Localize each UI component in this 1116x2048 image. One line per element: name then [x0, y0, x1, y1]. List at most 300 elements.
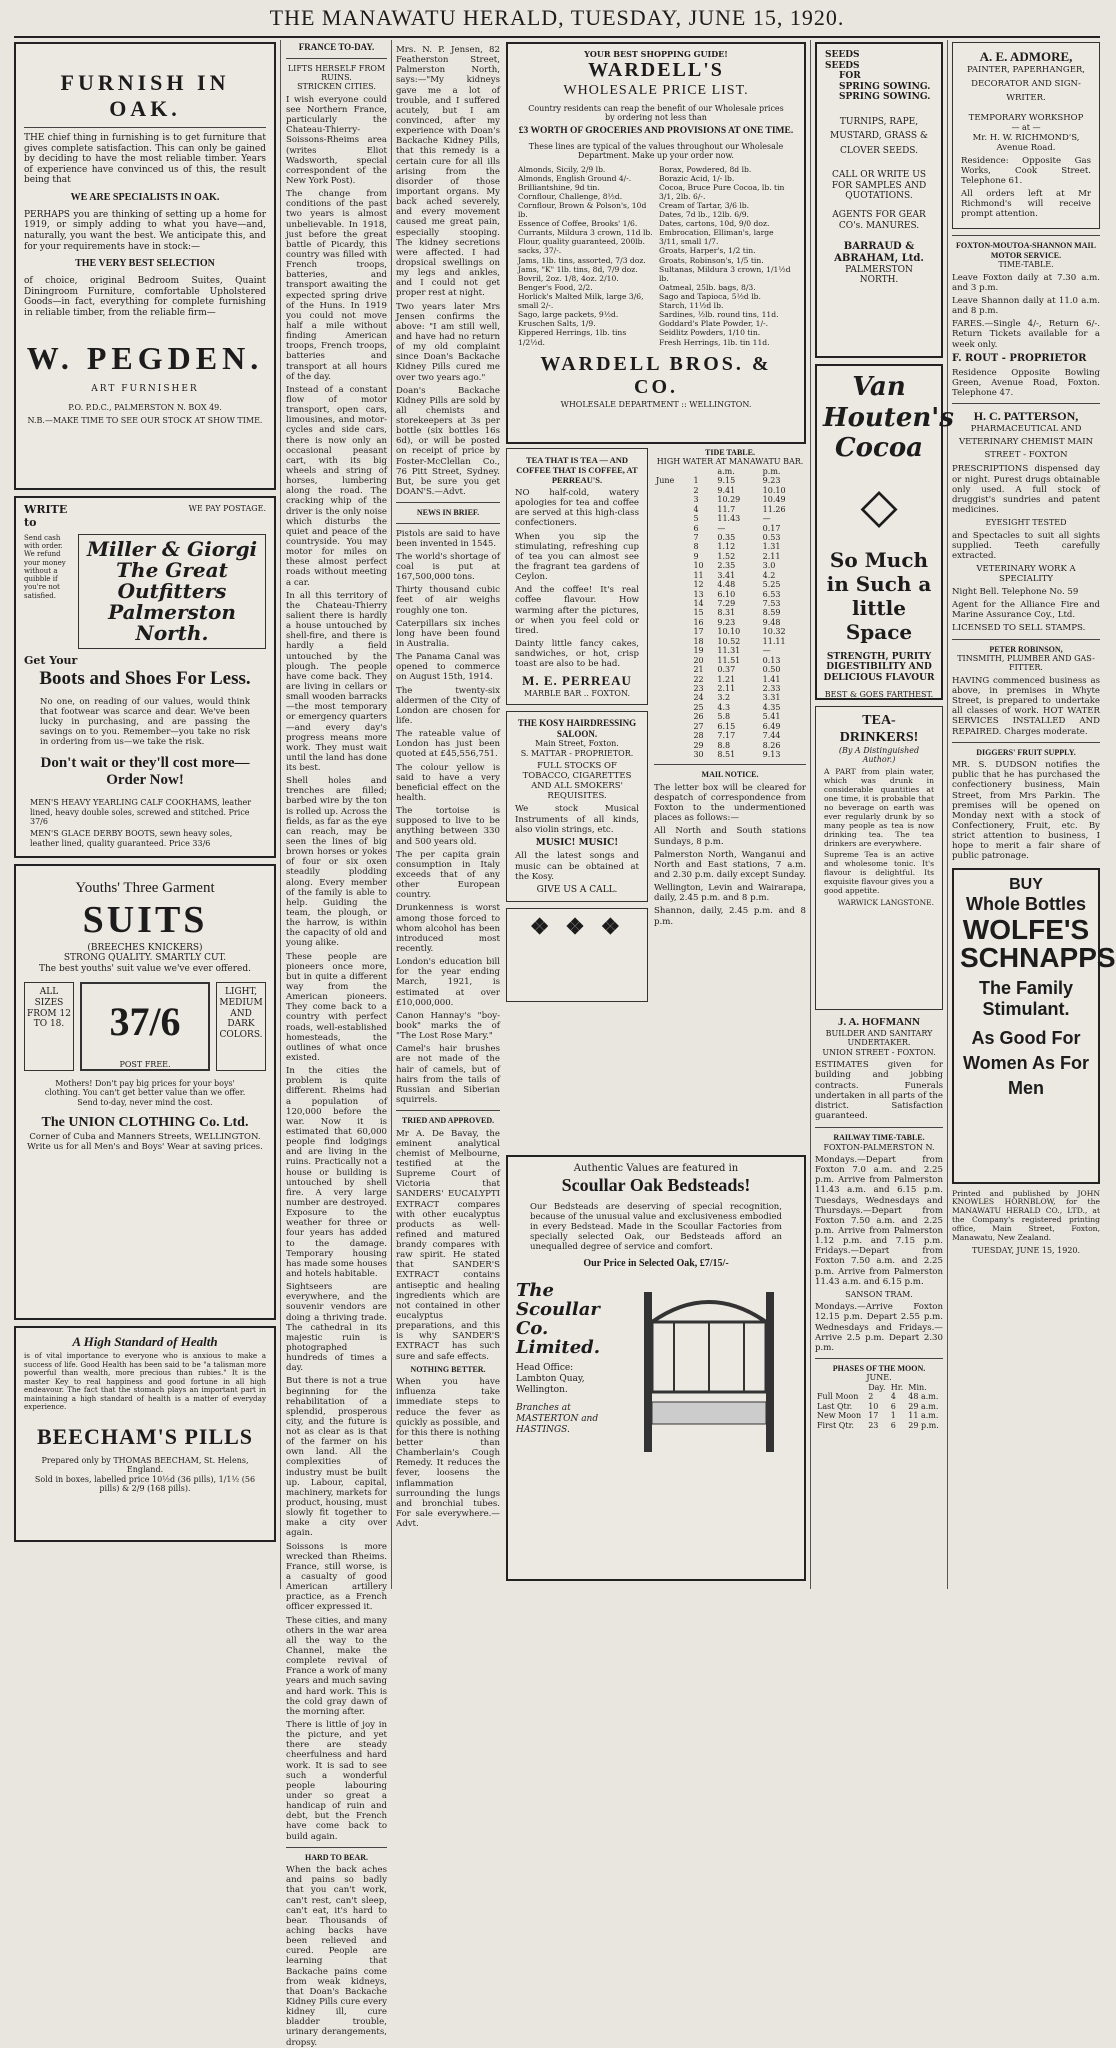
article-text: Sightseers are everywhere, and the souvenir vendors are doing a thriving trade. The cathedral in its majestic ruin is photographed hundreds of times a day. — [286, 1282, 387, 1374]
price-item: Flour, quality guaranteed, 200lb. sacks, 37/-. — [518, 237, 645, 256]
table-cell: 3.31 — [762, 693, 781, 703]
table-cell — [654, 561, 691, 570]
article-subheading: STRICKEN CITIES. — [297, 82, 376, 92]
tide-title: TIDE TABLE. — [705, 448, 755, 457]
ad-text: PRESCRIPTIONS dispensed day or night. Purest drugs obtainable only used. A full stock of druggist's sundries and patent medicines. — [952, 464, 1100, 515]
ad-text: PERHAPS you are thinking of setting up a home for 1919, or simply adding to what you have—and, naturally, you want the best. We anticipate this, and for your requirements have in stock:— — [24, 209, 266, 252]
wardell-ad-column — [506, 42, 806, 444]
table-cell — [654, 646, 691, 655]
table-cell: 8.59 — [762, 608, 781, 618]
price-item: Sultanas, Mildura 3 crown, 1/1½d lb. — [659, 264, 791, 283]
table-cell: 29 — [693, 740, 704, 750]
ad-text: Agent for the Alliance Fire and Marine Assurance Coy., Ltd. — [952, 600, 1100, 621]
ad-price: Our Price in Selected Oak, £7/15/- — [583, 1258, 729, 1270]
firm-trade: ART FURNISHER — [91, 384, 199, 395]
firm-trade: TINSMITH, PLUMBER AND GAS-FITTER. — [957, 653, 1095, 673]
robinson-ad — [952, 645, 1100, 737]
cocoa-foot: BEST & GOES FARTHEST. — [824, 689, 934, 699]
wardell-ad — [506, 42, 806, 444]
table-cell: 2 — [693, 485, 699, 495]
table-cell — [654, 684, 691, 693]
table-cell: 11.26 — [762, 504, 786, 514]
price-item: Almonds, Sicily, 2/9 lb. — [518, 164, 606, 174]
table-cell: 17 — [868, 1411, 879, 1421]
order-cta: Don't wait or they'll cost more—Order Now! — [40, 754, 250, 789]
table-cell: 19 — [693, 646, 704, 656]
ad-title: Scoullar Oak Bedsteads! — [561, 1174, 751, 1195]
table-cell: 10.29 — [717, 495, 741, 505]
article-text: In the cities the problem is quite different. Rheims had a population of 120,000 before the war. Now it is estimated that 60,000 people find lodgings and are living in the ruins. Practically not a house or building is untouched by shell fire. A very large number are destroyed. Exposure to the weather for three or four years has added to the damage. Temporary housing has made some houses and hotels habitable. — [286, 1066, 387, 1279]
article-text: When you have influenza take immediate steps to reduce the fever as quickly as possible, and for this there is nothing better than Chamberlain's Cough Remedy. It reduces the fever, loosens the inflammation surrounding the lungs and bronchial tubes. For sale everywhere.—Advt. — [396, 1377, 500, 1530]
table-cell — [654, 703, 691, 712]
ad-text: All the latest songs and music can be obtained at the Kosy. — [515, 851, 639, 882]
table-cell: 11.43 — [717, 514, 741, 524]
table-cell — [654, 722, 691, 731]
seeds-line: SPRING SOWING. — [839, 92, 931, 103]
table-cell: 3.0 — [762, 561, 776, 571]
ad-sub: TIME-TABLE. — [998, 260, 1054, 270]
news-item: The twenty-six aldermen of the City of London are chosen for life. — [396, 685, 500, 727]
table-cell: 3 — [693, 495, 699, 505]
table-cell: 6.53 — [762, 589, 781, 599]
table-cell: 29 a.m. — [908, 1401, 939, 1411]
table-cell: 14 — [693, 599, 704, 608]
table-cell — [654, 665, 691, 674]
ad-sub: The best youths' suit value we've ever offered. — [39, 963, 251, 974]
table-cell — [654, 656, 691, 665]
price-item: Sago and Tapioca, 5½d lb. — [659, 292, 761, 302]
article-heading: HARD TO BEAR. — [304, 1852, 369, 1862]
table-cell: 1 — [890, 1411, 896, 1421]
firm-name: F. ROUT - PROPRIETOR — [952, 352, 1087, 364]
table-row — [654, 703, 806, 712]
article-text: Mr A. De Bavay, the eminent analytical chemist of Melbourne, testified at the Supreme Court of Victoria that SANDERS' EUCALYPTI EXTRACT compares with other eucalyptus products as well-refined and matured brandy compares with raw spirit. He stated that SANDER'S EXTRACT contains antiseptic and healing ingredients which are not contained in other eucalyptus preparations, and this is why SANDER'S EXTRACT has such sure and safe effects. — [396, 1128, 500, 1362]
table-cell — [654, 741, 691, 750]
table-cell: 7.29 — [717, 599, 736, 608]
firm-name: PETER ROBINSON, — [989, 644, 1063, 654]
ad-sub: (By A Distinguished Author.) — [838, 746, 920, 765]
table-cell: 11 a.m. — [908, 1411, 939, 1421]
table-cell: 29 p.m. — [908, 1420, 939, 1430]
table-row — [654, 637, 806, 646]
news-item: Canon Hannay's "boy-book" marks the of "The Lost Rose Mary." — [396, 1010, 500, 1042]
table-cell: 0.37 — [717, 665, 736, 675]
article-text: Doan's Backache Kidney Pills are sold by all chemists and storekeepers at 3s per bottle (six bottles 16s 6d), or will be posted on receipt of price by Foster-McClellan Co., 76 Pitt Street, Sydney. But, be sure you get DOAN'S.—Advt. — [396, 385, 500, 498]
column-7 — [952, 42, 1116, 1589]
table-cell: 5.25 — [762, 580, 781, 590]
price-item: Horlick's Malted Milk, large 3/6, small 2/-. — [518, 292, 644, 311]
price-item: Cornflour, Brown & Polson's, 10d lb. — [518, 200, 647, 220]
table-cell: 9.13 — [762, 750, 781, 759]
table-cell — [654, 693, 691, 702]
price-item: Cornflour, Challenge, 8½d. — [518, 191, 623, 201]
firm-name: A. E. ADMORE, — [979, 49, 1073, 64]
ad-sub: (BREECHES KNICKERS) — [87, 942, 203, 953]
table-header-cell: a.m. — [717, 466, 735, 476]
ad-title: FOXTON-MOUTOA-SHANNON MAIL MOTOR SERVICE. — [956, 241, 1096, 260]
ad-text: TEMPORARY WORKSHOP — [968, 113, 1084, 124]
kosy-ad — [506, 711, 648, 902]
table-cell — [654, 731, 691, 740]
table-cell: 25 — [693, 702, 704, 712]
firm-address: UNION STREET - FOXTON. — [822, 1047, 936, 1057]
price-item: Brilliantshine, 9d tin. — [518, 182, 600, 192]
news-item: Caterpillars six inches long have been found in Australia. — [396, 618, 500, 650]
table-row — [654, 590, 806, 599]
tide-rows — [654, 467, 806, 760]
ad-text: is of vital importance to everyone who is anxious to make a success of life. Good Health has been said to be "a talisman more powerful than wealth, more precious than rubies." It is the master Key to real happiness and good fortune in all high endeavour. The fact that the stomach plays an important part in maintaining a high standard of health is a matter of everyday experience. — [24, 1351, 266, 1412]
table-cell: 26 — [693, 712, 704, 722]
boots-headline: Boots and Shoes For Less. — [39, 667, 251, 689]
price-item: Goddard's Plate Powder, 1/-. — [659, 319, 769, 329]
table-cell: 1 — [693, 476, 699, 486]
table-cell: — — [717, 523, 726, 533]
price-item: Jams, "K" 1lb. tins, 8d, 7/9 doz. — [518, 264, 638, 274]
table-cell — [654, 514, 691, 523]
table-cell: 16 — [693, 617, 704, 627]
table-cell — [654, 599, 691, 608]
send-note: Send cash with order. We refund your money without a quibble if you're not satisfied. — [24, 533, 66, 600]
article-heading: TRIED AND APPROVED. — [401, 1116, 495, 1126]
table-row — [654, 505, 806, 514]
table-cell: 0.53 — [762, 532, 781, 542]
table-row — [654, 656, 806, 665]
table-header-cell: Hr. — [890, 1382, 904, 1392]
price-item: Sago, large packets, 9½d. — [518, 310, 619, 320]
table-cell: 9.23 — [762, 476, 781, 486]
table-cell: 6.10 — [717, 589, 736, 599]
diggers-ad — [952, 748, 1100, 862]
table-row — [654, 495, 806, 504]
ad-foot: Sold in boxes, labelled price 10½d (36 pills), 1/1½ (56 pills) & 2/9 (168 pills). — [34, 1474, 256, 1493]
table-cell — [654, 486, 691, 495]
table-cell: 7.44 — [762, 731, 781, 741]
rail-sub: FOXTON-PALMERSTON N. — [823, 1142, 935, 1152]
table-cell: 3.41 — [717, 570, 736, 580]
table-cell: 0.35 — [717, 532, 736, 542]
price-item: Starch, 11½d lb. — [659, 301, 724, 311]
price-item: Dates, 7d lb., 12lb. 6/9. — [659, 210, 749, 220]
table-cell: 18 — [693, 636, 704, 646]
ad-text: THE chief thing in furnishing is to get furniture that gives complete satisfaction. This can only be gained by deciding to have the most reliable timber. Years of experience have convinced us of this, the result being that — [24, 132, 266, 186]
cocoa-tagline: So Much in Such a little Space — [826, 547, 932, 644]
table-cell: 5.8 — [717, 712, 731, 722]
ad-text: All orders left at Mr Richmond's will receive prompt attention. — [961, 189, 1091, 220]
table-cell: 4.48 — [717, 580, 736, 590]
ad-text: ESTIMATES given for building and jobbing contracts. Funerals undertaken in all parts of the district. Satisfaction guaranteed. — [815, 1060, 943, 1121]
ad-text: — at — — [1011, 123, 1041, 133]
table-row — [654, 580, 806, 589]
sizes-box: ALL SIZES FROM 12 TO 18. — [24, 982, 74, 1071]
ad-text: Residence Opposite Bowling Green, Avenue Road, Foxton. Telephone 47. — [952, 367, 1100, 398]
table-cell: 30 — [693, 750, 704, 759]
article-heading: NEWS IN BRIEF. — [416, 508, 480, 518]
seeds-items: TURNIPS, RAPE, MUSTARD, GRASS & CLOVER SEEDS. — [830, 117, 928, 156]
tide-table — [654, 448, 806, 759]
table-cell: 0.50 — [762, 665, 781, 675]
admore-ad — [952, 42, 1100, 229]
ad-title: WARDELL'S — [588, 59, 724, 82]
table-cell: First Qtr. — [817, 1420, 855, 1430]
perreau-ad — [506, 448, 648, 705]
article-text: These cities, and many others in the war area all the way to the Channel, make the complete revival of France a work of many years and much saving and hard work. This is the cold gray dawn of the morning after. — [286, 1615, 387, 1717]
table-cell — [654, 533, 691, 542]
price-item: Kippered Herrings, 1lb. tins 1/2½d. — [518, 328, 627, 347]
product-line: MEN'S HEAVY YEARLING CALF COOKHAMS, leather lined, heavy double soles, screwed and stitched. Price 37/6 — [30, 798, 252, 827]
firm-name: M. E. PERREAU — [522, 673, 632, 689]
table-row — [815, 1421, 943, 1430]
ad-subhead: WE ARE SPECIALISTS IN OAK. — [70, 191, 220, 203]
column-2 — [286, 42, 388, 2048]
table-cell: 2 — [868, 1392, 874, 1402]
table-cell: 9 — [693, 551, 699, 561]
firm-name: The Scoullar Co. Limited. — [516, 1279, 600, 1358]
beecham-name: BEECHAM'S PILLS — [36, 1423, 254, 1449]
article-text: Mrs. N. P. Jensen, 82 Featherston Street, Palmerston North, says:—"My kidneys gave me a lot of trouble, and I suffered acutely, but I am convinced, after my experience with Doan's Backache Kidney Pills, that this remedy is a certain cure for all ills arising from the disorder of those important organs. My back ached severely, and every movement caused me great pain, especially stooping. The kidney secretions were affected. I had dropsical swellings on my legs and ankles, and I could not get proper rest at night. — [396, 45, 500, 299]
table-row — [654, 731, 806, 740]
table-row — [654, 627, 806, 636]
ad-sub: VETERINARY WORK A SPECIALITY — [976, 563, 1076, 584]
miller-giorgi-ad — [14, 496, 276, 858]
ad-sign: WARWICK LANGSTONE. — [837, 898, 934, 908]
bed-icon — [634, 1282, 784, 1462]
price-item: Cream of Tartar, 3/6 lb. — [659, 200, 750, 210]
firm-name: WARDELL BROS. & CO. — [540, 352, 772, 399]
seeds-call: CALL OR WRITE US FOR SAMPLES AND QUOTATIONS. — [831, 170, 927, 202]
imprint-date: TUESDAY, JUNE 15, 1920. — [971, 1246, 1081, 1256]
ad-sub: EYESIGHT TESTED — [985, 518, 1067, 528]
table-cell: 11 — [693, 570, 704, 580]
moon-title: PHASES OF THE MOON. — [832, 1363, 926, 1373]
ad-headline: SUITS — [82, 898, 208, 941]
ad-text: Our Bedsteads are deserving of special recognition, because of the unusual value and exclusiveness embodied in every Bedstead. Made in the Scoullar Factories from specially selected Oak, our Bedsteads afford an unequalled degree of service and comfort. — [530, 1202, 782, 1253]
ad-text: These lines are typical of the values throughout our Wholesale Department. Make up your order now. — [528, 141, 784, 161]
wolfe-line: Whole Bottles — [966, 894, 1086, 915]
price: 37/6 — [109, 999, 181, 1045]
article-text: But there is not a true beginning for the rehabilitation of a splendid, prosperous city, and the future is not as clear as is that of the farmer on his own land. All the complexities of industry must be built up. Labour, capital, machinery, markets for product, housing, must slowly fit together to make a city over again. — [286, 1376, 388, 1539]
price-item: Almonds, English Ground 4/-. — [518, 173, 632, 183]
table-header-cell: Day. — [868, 1382, 886, 1392]
ad-text: and Spectacles to suit all sights supplied. Teeth carefully extracted. — [952, 530, 1100, 561]
table-cell: 27 — [693, 721, 704, 731]
imprint: Printed and published by JOHN KNOWLES HORNBLOW, for the MANAWATU HERALD CO., LTD., at the Company's registered printing office, Main Street, Foxton, Manawatu, New Zealand. — [952, 1188, 1100, 1243]
table-cell: 15 — [693, 608, 704, 618]
article-text: When the back aches and pains so badly that you can't work, can't rest, can't sleep, can't eat, it's hard to bear. Thousands of aching backs have been relieved and cured. People are learning that Backache pains come from weak kidneys, that Doan's Backache Kidney Pills cure every kidney ill, cure bladder trouble, urinary derangements, dropsy. — [286, 1865, 387, 2048]
price-item: Jams, 1lb. tins, assorted, 7/3 doz. — [518, 255, 646, 265]
table-cell — [654, 637, 691, 646]
table-row — [654, 533, 806, 542]
ad-text: S. MATTAR - PROPRIETOR. — [520, 748, 634, 758]
table-row — [654, 618, 806, 627]
ad-text: We stock Musical Instruments of all kinds, also violin strings, etc. — [515, 804, 639, 835]
rail-text: Mondays.—Arrive Foxton 12.15 p.m. Depart 2.55 p.m. Wednesdays and Fridays.—Arrive 2.5 p.m. Depart 2.30 p.m. — [815, 1302, 943, 1353]
masthead: THE MANAWATU HERALD, TUESDAY, JUNE 15, 1920. — [269, 5, 845, 30]
price-item: Borax, Powdered, 8d lb. — [659, 164, 752, 174]
table-cell: 4.3 — [717, 702, 731, 712]
article-text: The change from conditions of the past two years is almost unbelievable. In 1918, just before the great battle of Picardy, this country was filled with French troops, batteries, and transport awaiting the expected spring drive of the Huns. In 1919 you could not move half a mile without finding American troops, French troops, batteries and transport at all hours of the day. — [286, 189, 387, 382]
table-cell: 1.12 — [717, 542, 736, 552]
ad-offer: £3 WORTH OF GROCERIES AND PROVISIONS AT ONE TIME. — [518, 126, 794, 137]
table-cell: 1.41 — [762, 674, 781, 684]
table-cell — [654, 627, 691, 636]
firm-note: N.B.—MAKE TIME TO SEE OUR STOCK AT SHOW TIME. — [27, 416, 263, 426]
seeds-agents: AGENTS FOR GEAR CO's. MANURES. — [832, 210, 926, 231]
table-row — [654, 524, 806, 533]
table-cell: 8.8 — [717, 740, 731, 750]
ad-text: HAVING commenced business as above, in premises in Whyte Street, is prepared to undertake all classes of work. HOT WATER SERVICES INSTALLED AND REPAIRED. Charges moderate. — [952, 675, 1100, 737]
ad-text: No one, on reading of our values, would think that footwear was scarce and dear. We've been lucky in purchasing, and are passing the savings on to you. Remember—you take no risk in ordering from us—we take the risk. — [40, 696, 250, 747]
table-row — [654, 599, 806, 608]
ad-text: Residence: Opposite Gas Works, Cook Street. Telephone 61. — [961, 155, 1091, 186]
table-cell: 9.15 — [717, 476, 736, 486]
table-cell: New Moon — [817, 1411, 862, 1421]
table-cell: 23 — [868, 1420, 879, 1430]
table-cell: Full Moon — [817, 1392, 859, 1402]
ad-text: Main Street, Foxton. — [535, 739, 619, 749]
article-text: These people are pioneers once more, but in quite a different way from the American pioneers. They come back to a country with perfect roads, well-established homesteads, the outlines of what once existed. — [286, 951, 387, 1063]
mail-text: All North and South stations Sundays, 8 p.m. — [654, 826, 806, 847]
news-item: The colour yellow is said to have a very beneficial effect on the health. — [396, 762, 500, 803]
table-header-cell: Min. — [908, 1382, 927, 1392]
table-cell: 1.31 — [762, 542, 781, 552]
table-cell: 5 — [693, 514, 699, 524]
ad-text: Supreme Tea is an active and wholesome tonic. It's flavour is delightful. Its exquisite flavour gives you a good appetite. — [824, 850, 934, 896]
ad-title: A High Standard of Health — [72, 1334, 218, 1349]
news-item: Drunkenness is worst among those forced to whom alcohol has been introduced most recently. — [396, 903, 500, 954]
table-cell — [654, 675, 691, 684]
table-header — [654, 467, 806, 476]
table-cell: 20 — [693, 655, 704, 665]
price-item: Essence of Coffee, Brooks' 1/6. — [518, 219, 638, 229]
table-cell — [654, 608, 691, 617]
table-cell: 0.17 — [762, 523, 781, 533]
ad-top: Authentic Values are featured in — [573, 1163, 739, 1174]
table-cell — [654, 750, 691, 759]
table-cell — [654, 580, 691, 589]
article-heading: FRANCE TO-DAY. — [298, 42, 375, 52]
ad-title: TEA THAT IS TEA — AND COFFEE THAT IS COFFEE, AT PERREAU'S. — [516, 455, 638, 486]
cocoa-line: STRENGTH, PURITY DIGESTIBILITY AND DELICIOUS FLAVOUR — [823, 651, 935, 683]
price-item: Fresh Herrings, 1lb. tin 11d. — [659, 337, 770, 347]
table-cell: 2.11 — [762, 551, 781, 561]
price-item: Groats, Robinson's, 1/5 tin. — [659, 255, 764, 265]
column-3 — [396, 42, 500, 1589]
price-list-left — [518, 165, 653, 347]
ad-text: Night Bell. Telephone No. 59 — [952, 586, 1079, 597]
table-header-cell — [691, 467, 715, 476]
article-subheading: LIFTS HERSELF FROM RUINS. — [287, 63, 386, 83]
tide-subtitle: HIGH WATER AT MANAWATU BAR. — [656, 457, 804, 467]
table-row — [654, 675, 806, 684]
table-row — [654, 476, 806, 485]
table-row — [654, 561, 806, 570]
table-row — [815, 1392, 943, 1401]
moon-month: JUNE. — [866, 1373, 892, 1383]
news-item: The world's shortage of coal is put at 167,500,000 tons. — [396, 551, 500, 583]
table-cell: 24 — [693, 693, 704, 703]
firm-trade: BUILDER AND SANITARY UNDERTAKER. — [825, 1028, 933, 1048]
ad-top: YOUR BEST SHOPPING GUIDE! — [584, 49, 728, 59]
column-rule — [391, 40, 392, 1589]
table-cell: 7.17 — [717, 731, 736, 741]
price-item: Borazic Acid, 1/- lb. — [659, 173, 735, 183]
ad-text: Country residents can reap the benefit of our Wholesale prices by ordering not less than — [528, 103, 784, 122]
hofmann-ad — [815, 1016, 943, 1121]
price-item: Oatmeal, 25lb. bags, 8/3. — [659, 282, 756, 292]
table-cell: 17 — [693, 627, 704, 637]
news-item: Pistols are said to have been invented in 1545. — [396, 528, 500, 549]
table-cell — [654, 571, 691, 580]
article-text: Instead of a constant flow of motor transport, open cars, limousines, and motor-cycles and side cars, there is now only an occasional peasant cart, with its big wheels and string of horses, lumbering along the road. The cracking whip of the driver is the only noise which disturbs the quiet and peace of the countryside. You may motor for miles on these almost perfect roads without meeting a car. — [286, 384, 387, 588]
table-cell: 21 — [693, 665, 704, 675]
table-cell: 4.35 — [762, 702, 781, 712]
firm-name: J. A. HOFMANN — [838, 1016, 920, 1028]
product-line: MEN'S GLACE DERBY BOOTS, sewn heavy soles, leather lined, quality guaranteed. Price 33/6 — [30, 829, 233, 848]
firm-address: P.O. P.D.C., PALMERSTON N. BOX 49. — [68, 402, 222, 412]
news-item: The rateable value of London has just been quoted at £45,556,751. — [396, 729, 500, 760]
table-cell: 13 — [693, 589, 704, 599]
ad-text: Mothers! Don't pay big prices for your boys' clothing. You can't get better value than we offer. Send to-day, never mind the cost. — [44, 1078, 246, 1107]
miller-logo: Miller & Giorgi The Great Outfitters Palmerston North. — [78, 534, 266, 649]
colors-box: LIGHT, MEDIUM AND DARK COLORS. — [216, 982, 266, 1071]
firm-address: Head Office: Lambton Quay, Wellington. — [516, 1363, 585, 1395]
table-cell: 5.41 — [762, 712, 781, 722]
mail-motor-ad — [952, 241, 1100, 398]
pegden-ad — [14, 42, 276, 490]
cocoa-tin-icon: ⬦ — [860, 474, 898, 538]
rail-title: RAILWAY TIME-TABLE. — [833, 1133, 925, 1143]
table-cell: 10.49 — [762, 495, 786, 505]
column-rule — [947, 40, 948, 1589]
article-text: I wish everyone could see Northern France, particularly the Chateau-Thierry-Soissons-Rheims area (writes Eliot Wadsworth, special correspondent of the New York Post). — [286, 94, 387, 187]
table-cell — [654, 712, 691, 721]
ad-text: Leave Shannon daily at 11.0 a.m. and 8 p.m. — [952, 296, 1100, 317]
post-free: POST FREE. — [119, 1059, 171, 1069]
firm-address: Corner of Cuba and Manners Streets, WELLINGTON. — [29, 1131, 261, 1142]
scoullar-ad-column — [506, 1155, 806, 1589]
price-item: Embrocation, Elliman's, large 3/11, small 1/7. — [659, 228, 774, 247]
table-cell: 1.21 — [717, 674, 736, 684]
van-houten-ad — [815, 364, 954, 700]
seeds-line: SEEDS — [825, 50, 860, 60]
mail-text: The letter box will be cleared for despatch of correspondence from Foxton to the undermentioned places as follows:— — [654, 782, 806, 824]
ad-text: And the coffee! It's real coffee flavour. How warming after the pictures, or when you feel cold or tired. — [515, 585, 639, 636]
firm-name: W. PEGDEN. — [26, 340, 264, 377]
scoullar-ad — [506, 1155, 806, 1581]
table-row — [654, 750, 806, 759]
get-your: Get Your — [24, 653, 78, 667]
table-row — [654, 722, 806, 731]
table-cell: 8.26 — [762, 740, 781, 750]
table-row — [654, 684, 806, 693]
table-header-cell — [654, 467, 691, 476]
ad-text: FULL STOCKS OF TOBACCO, CIGARETTES AND ALL SMOKERS' REQUISITES. — [522, 761, 632, 802]
mail-text: Shannon, daily, 2.45 p.m. and 8 p.m. — [654, 906, 806, 927]
table-cell: — — [762, 646, 771, 656]
table-cell: 11.11 — [762, 636, 786, 646]
cocoa-brand: Van Houten's Cocoa — [823, 372, 954, 464]
article-text: There is little of joy in the picture, and yet there are steady cheerfulness and hard work. It is sad to see such a wonderful people labouring under so great a handicap of ruin and debt, but the French have come back to build again. — [286, 1720, 387, 1842]
table-header — [815, 1383, 943, 1392]
table-cell: 8 — [693, 542, 699, 552]
table-cell: 4 — [693, 504, 699, 514]
table-cell: 6 — [890, 1401, 896, 1411]
firm-name: The UNION CLOTHING Co. Ltd. — [41, 1115, 249, 1131]
ad-text: When you sip the stimulating, refreshing cup of tea you can almost see the fragrant tea gardens of Ceylon. — [515, 531, 639, 583]
table-row — [654, 514, 806, 523]
table-cell — [654, 552, 691, 561]
table-cell: 10.10 — [717, 627, 741, 637]
